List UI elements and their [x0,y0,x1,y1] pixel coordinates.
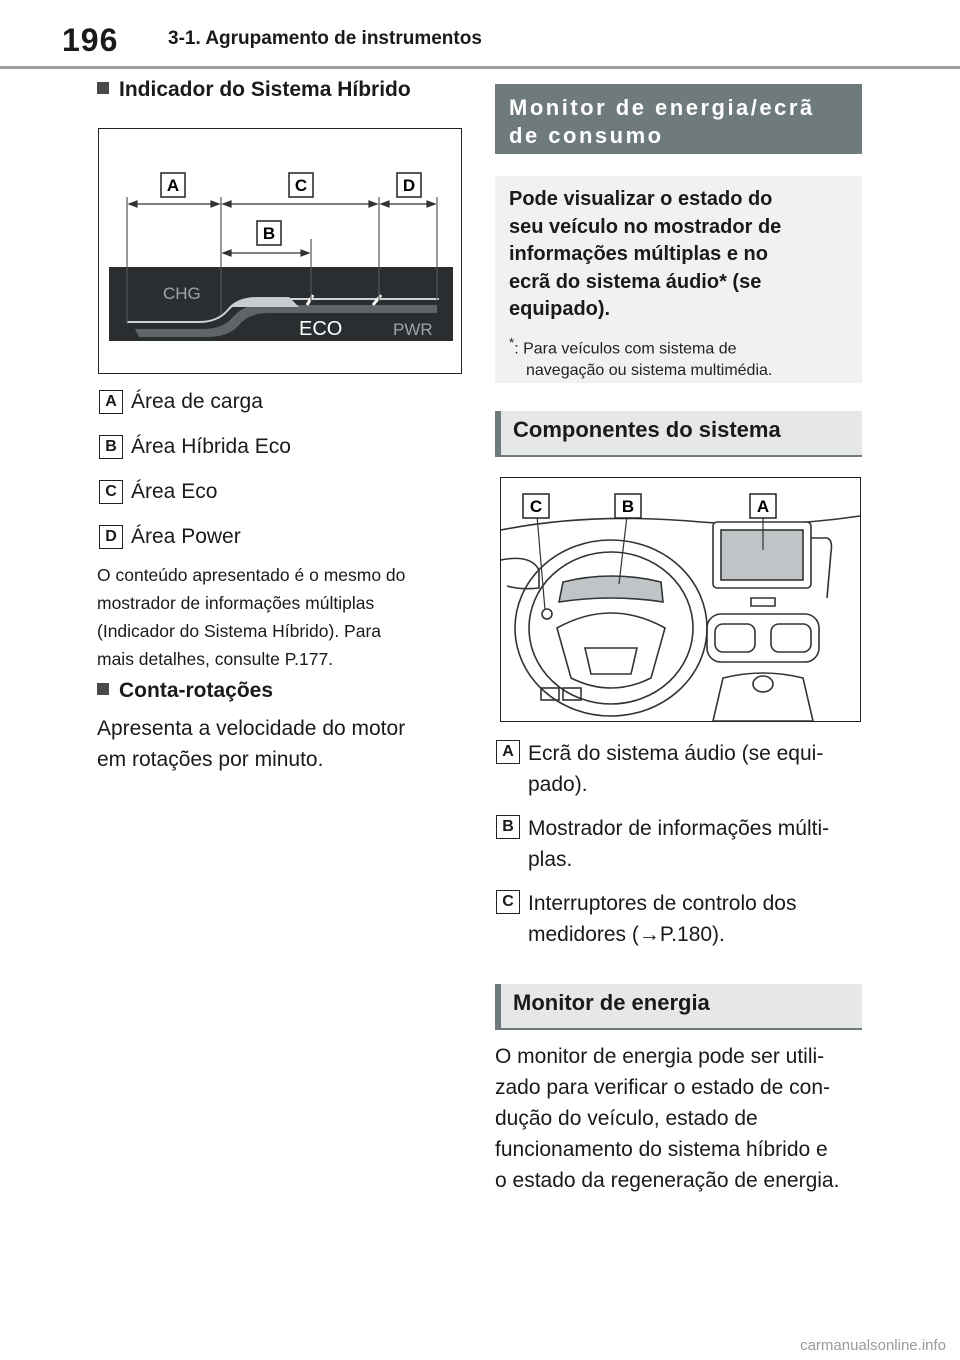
tachometer-description [97,713,467,775]
footnote-line: navegação ou sistema multimédia. [526,361,773,379]
footnote-mark: * [509,334,515,350]
intro-box [495,176,862,383]
arrowhead [369,201,377,207]
right-vent-trim [811,538,832,598]
text-line: dução do veículo, estado de [495,1107,758,1130]
climate-panel [707,614,819,662]
intro-line: ecrã do sistema áudio* (se [509,270,762,293]
legend-text: Área de carga [131,390,263,413]
legend-key: D [99,525,123,549]
square-bullet-icon [97,683,109,695]
component-text [528,888,866,950]
multi-info-display [559,576,663,602]
leader-line-b [619,516,627,584]
callout-b: B [262,224,276,243]
text-line: Interruptores de controlo dos [528,892,797,915]
banner-line: de consumo [509,123,664,148]
gauge-label-eco: ECO [299,318,343,340]
text-line: Mostrador de informações múlti- [528,817,830,840]
hybrid-indicator-note [97,561,467,673]
legend-key: B [99,435,123,459]
callout-c: C [294,176,308,195]
legend-text: Área Híbrida Eco [131,435,291,458]
center-vent-left [715,624,755,652]
square-bullet-icon [97,82,109,94]
intro-line: equipado). [509,298,611,320]
note-line: mostrador de informações múltiplas [97,593,375,613]
text-line: pado). [528,773,588,796]
hybrid-indicator-diagram [99,129,461,373]
audio-screen [721,530,803,580]
text-line: o estado da regeneração de energia. [495,1169,840,1192]
arrowhead [223,250,231,256]
arrowhead [427,201,435,207]
legend-text: Área Power [131,525,241,548]
center-vent-right [771,624,811,652]
center-console [713,673,813,721]
arrowhead [223,201,231,207]
callout-b: B [621,497,635,516]
chapter-title: 3-1. Agrupamento de instrumentos [168,28,482,49]
components-section-heading: Componentes do sistema [495,411,862,457]
component-key: B [496,815,520,839]
text-line: em rotações por minuto. [97,748,324,771]
energy-monitor-description [495,1041,875,1196]
tachometer-heading [97,679,273,703]
callout-c: C [529,497,543,516]
watermark: carmanualsonline.info [800,1337,946,1354]
text-line: Apresenta a velocidade do motor [97,717,406,740]
component-key: C [496,890,520,914]
text-line: O monitor de energia pode ser utili- [495,1045,825,1068]
hybrid-indicator-heading [97,78,411,102]
callout-d: D [402,176,416,195]
gauge-label-chg: CHG [163,284,201,303]
arrowhead [129,201,137,207]
text-line: Ecrã do sistema áudio (se equi- [528,742,824,765]
arrowhead [381,201,389,207]
steering-wheel-rim [515,540,707,716]
dashboard-figure [500,477,861,722]
component-item-c [496,888,866,950]
callout-a: A [756,497,770,516]
note-line: mais detalhes, consulte P.177. [97,649,334,669]
hybrid-indicator-title: Indicador do Sistema Híbrido [119,78,411,101]
legend-item-b [99,435,459,463]
banner-line: Monitor de energia/ecrã [509,95,815,120]
legend-key: C [99,480,123,504]
shift-knob [753,676,773,692]
note-line: O conteúdo apresentado é o mesmo do [97,565,406,585]
intro-line: informações múltiplas e no [509,243,768,265]
meter-control-switch [542,609,552,619]
left-air-vent [501,558,539,588]
footnote [509,332,848,382]
arrowhead [301,250,309,256]
note-line: (Indicador do Sistema Híbrido). Para [97,621,382,641]
gauge-label-pwr: PWR [393,320,433,339]
legend-item-a [99,390,459,418]
text-line: plas. [528,848,573,871]
text-line: medidores (→P.180). [528,923,725,946]
hazard-switch [751,598,775,606]
callout-a: A [166,176,180,195]
header-divider [0,66,960,69]
hybrid-indicator-figure [98,128,462,374]
arrowhead [211,201,219,207]
legend-text: Área Eco [131,480,218,503]
tachometer-title: Conta-rotações [119,679,274,702]
legend-key: A [99,390,123,414]
component-item-a [496,738,866,800]
energy-monitor-heading: Monitor de energia [495,984,862,1030]
component-text [528,813,866,875]
steering-wheel-hub [557,613,665,688]
airbag-cover [585,648,637,674]
component-key: A [496,740,520,764]
component-item-b [496,813,866,875]
dashboard-diagram [501,478,860,721]
text-line: zado para verificar o estado de con- [495,1076,831,1099]
component-text [528,738,866,800]
intro-text [509,186,848,324]
intro-line: seu veículo no mostrador de [509,215,782,238]
leader-line-c [537,516,545,610]
text-line: funcionamento do sistema híbrido e [495,1138,828,1161]
legend-item-c [99,480,459,508]
page-number: 196 [62,22,119,58]
footnote-line: : Para veículos com sistema de [514,339,737,357]
intro-line: Pode visualizar o estado do [509,188,773,210]
legend-item-d [99,525,459,553]
energy-consumption-banner [495,84,862,154]
steering-wheel-inner-rim [529,552,693,704]
